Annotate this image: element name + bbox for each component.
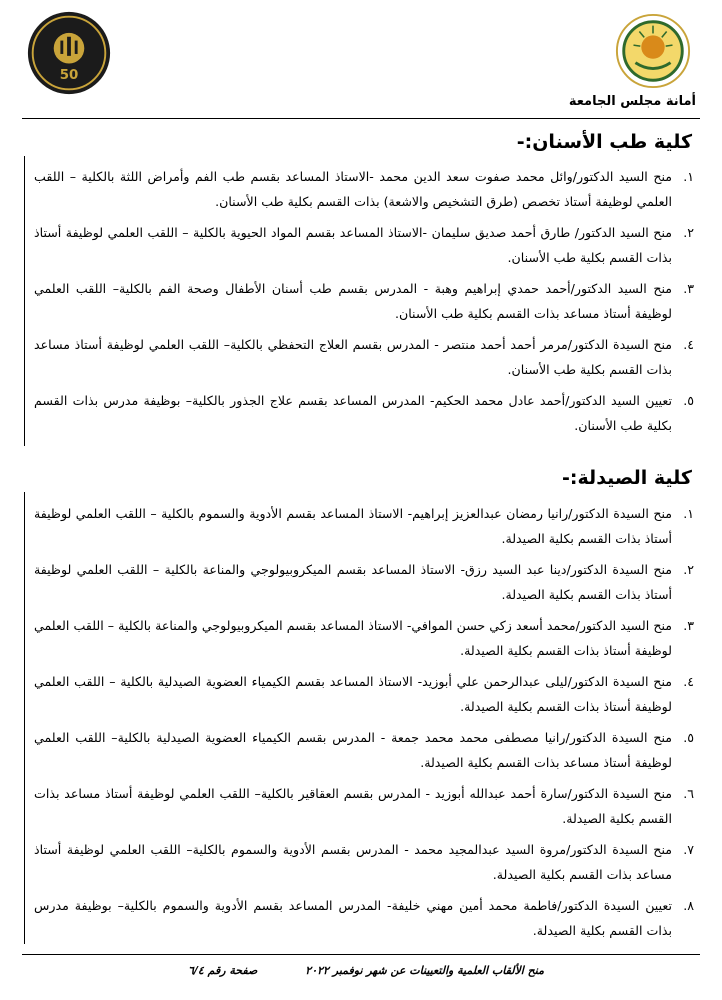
item-number: ٥. — [683, 730, 694, 745]
list-item — [34, 893, 694, 943]
item-number: ٢. — [683, 562, 694, 577]
item-number: ٣. — [683, 618, 694, 633]
anniversary-logo — [26, 10, 112, 96]
left-margin-rule-2 — [24, 492, 25, 944]
dentistry-items-list — [34, 164, 694, 444]
university-logo — [614, 12, 692, 90]
left-margin-rule — [24, 156, 25, 446]
list-item — [34, 332, 694, 382]
section-title-dentistry: كلية طب الأسنان:- — [516, 131, 692, 153]
item-number: ٣. — [683, 281, 694, 296]
list-item — [34, 276, 694, 326]
item-text: منح السيدة الدكتور/مرمر أحمد أحمد منتصر - المدرس بقسم العلاج التحفظي بالكلية– اللقب العلمي لوظيفة أستاذ مساعد بذات القسم بكلية طب الأسنان. — [34, 337, 672, 377]
list-item — [34, 501, 694, 551]
item-text: منح السيدة الدكتور/رانيا رمضان عبدالعزيز إبراهيم- الاستاذ المساعد بقسم الأدوية والسموم بالكلية – اللقب العلمي لوظيفة أستاذ بذات القسم بكلية الصيدلة. — [34, 506, 672, 546]
item-number: ١. — [683, 506, 694, 521]
list-item — [34, 164, 694, 214]
item-number: ٥. — [683, 393, 694, 408]
item-number: ٦. — [683, 786, 694, 801]
list-item — [34, 557, 694, 607]
header-divider — [22, 118, 700, 119]
list-item — [34, 781, 694, 831]
item-number: ٢. — [683, 225, 694, 240]
item-text: منح السيد الدكتور/أحمد حمدي إبراهيم وهبة - المدرس بقسم طب أسنان الأطفال وصحة الفم بالكلية– اللقب العلمي لوظيفة أستاذ مساعد بذات القسم بكلية طب الأسنان. — [34, 281, 672, 321]
item-number: ٤. — [683, 337, 694, 352]
pharmacy-items-list — [34, 501, 694, 949]
item-text: منح السيدة الدكتور/رانيا مصطفى محمد محمد جمعة - المدرس بقسم الكيمياء العضوية الصيدلية بالكلية– اللقب العلمي لوظيفة أستاذ مساعد بذات القسم بكلية الصيدلة. — [34, 730, 672, 770]
item-text: منح السيد الدكتور/ طارق أحمد صديق سليمان -الاستاذ المساعد بقسم المواد الحيوية بالكلية – اللقب العلمي لوظيفة أستاذ بذات القسم بكلية طب الأسنان. — [34, 225, 672, 265]
item-number: ٧. — [683, 842, 694, 857]
item-text: منح السيدة الدكتور/سارة أحمد عبدالله أبوزيد - المدرس بقسم العقاقير بالكلية– اللقب العلمي لوظيفة أستاذ مساعد بذات القسم بكلية الصيدلة. — [34, 786, 672, 826]
item-number: ٤. — [683, 674, 694, 689]
item-text: تعيين السيد الدكتور/أحمد عادل محمد الحكيم- المدرس المساعد بقسم علاج الجذور بالكلية– بوظيفة مدرس بذات القسم بكلية طب الأسنان. — [34, 393, 672, 433]
item-text: منح السيدة الدكتور/مروة السيد عبدالمجيد محمد - المدرس بقسم الأدوية والسموم بالكلية– اللقب العلمي لوظيفة أستاذ مساعد بذات القسم بكلية الصيدلة. — [34, 842, 672, 882]
item-text: منح السيد الدكتور/محمد أسعد زكي حسن الموافي- الاستاذ المساعد بقسم الميكروبيولوجي والمناعة بالكلية – اللقب العلمي لوظيفة أستاذ بذات القسم بكلية الصيدلة. — [34, 618, 672, 658]
item-text: تعيين السيدة الدكتور/فاطمة محمد أمين مهني خليفة- المدرس المساعد بقسم الأدوية والسموم بالكلية– بوظيفة مدرس بذات القسم بكلية الصيدلة. — [34, 898, 672, 938]
document-page — [8, 4, 714, 994]
item-number: ١. — [683, 169, 694, 184]
item-number: ٨. — [683, 898, 694, 913]
section-title-pharmacy: كلية الصيدلة:- — [562, 467, 692, 489]
item-text: منح السيدة الدكتور/دينا عبد السيد رزق- الاستاذ المساعد بقسم الميكروبيولوجي والمناعة بالكلية – اللقب العلمي لوظيفة أستاذ بذات القسم بكلية الصيدلة. — [34, 562, 672, 602]
list-item — [34, 837, 694, 887]
item-text: منح السيد الدكتور/وائل محمد صفوت سعد الدين محمد -الاستاذ المساعد بقسم طب الفم وأمراض اللثة بالكلية – اللقب العلمي لوظيفة أستاذ تخصص (طرق التشخيص والاشعة) بذات القسم بكلية طب الأسنان. — [34, 169, 672, 209]
list-item — [34, 725, 694, 775]
list-item — [34, 613, 694, 663]
council-label: أمانة مجلس الجامعة — [568, 94, 696, 109]
logo-year-text: 50 — [59, 67, 79, 83]
footer-divider — [22, 954, 700, 955]
page-number: صفحة رقم ٦/٤ — [188, 964, 258, 977]
footer-caption: منح الألقاب العلمية والتعيينات عن شهر نوفمبر ٢٠٢٢ — [305, 964, 544, 977]
list-item — [34, 388, 694, 438]
item-text: منح السيدة الدكتور/ليلى عبدالرحمن علي أبوزيد- الاستاذ المساعد بقسم الكيمياء العضوية الصيدلية بالكلية – اللقب العلمي لوظيفة أستاذ بذات القسم بكلية الصيدلة. — [34, 674, 672, 714]
list-item — [34, 220, 694, 270]
list-item — [34, 669, 694, 719]
